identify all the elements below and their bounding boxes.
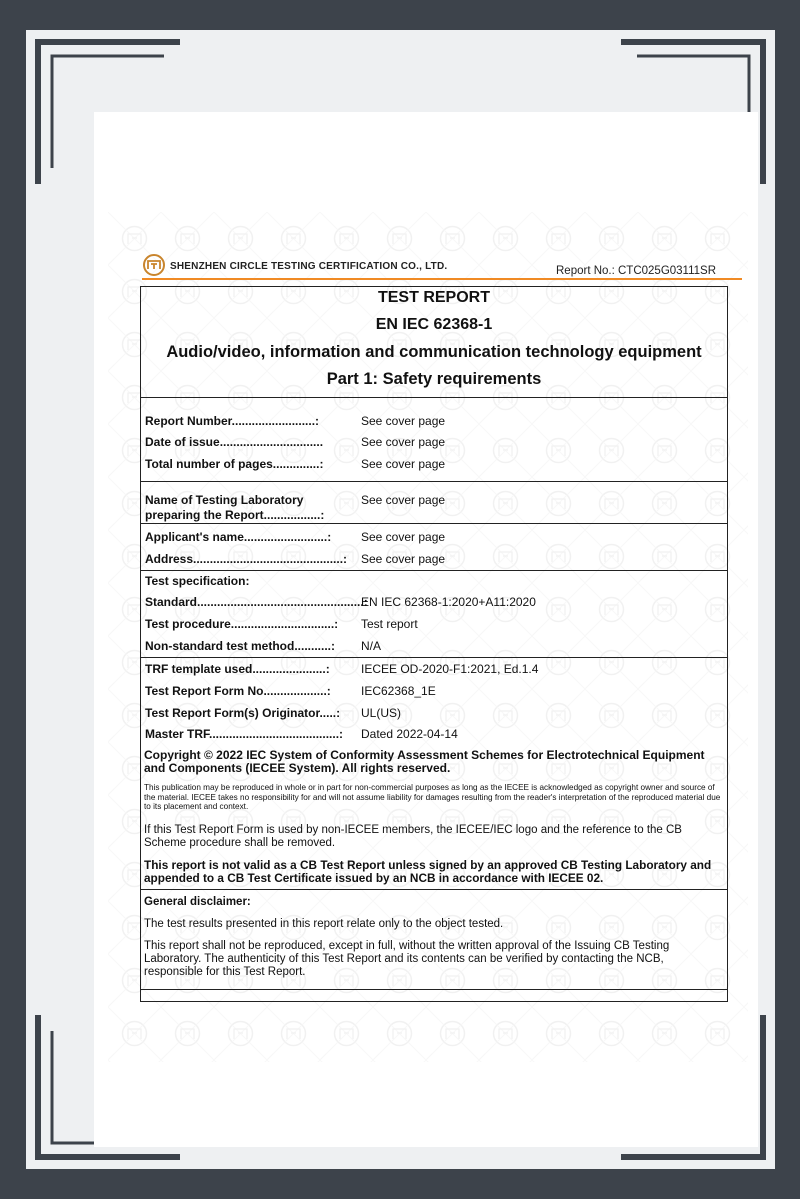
field-label: Applicant's name.........................: [145, 530, 332, 544]
field-label: preparing the Report.................: [145, 508, 325, 522]
field-value: Test report [361, 617, 418, 631]
field-value: See cover page [361, 530, 446, 544]
equipment-title: Audio/video, information and communication technology equipment [166, 343, 702, 361]
disclaimer-heading: General disclaimer: [144, 896, 251, 908]
field-value: IEC62368_1E [361, 684, 436, 698]
report-number: Report No.: CTC025G03111SR [556, 265, 717, 277]
field-value: See cover page [361, 414, 446, 428]
field-label: Name of Testing Laboratory [145, 493, 304, 507]
report-table [140, 286, 728, 1002]
part-title: Part 1: Safety requirements [326, 370, 542, 388]
field-value: EN IEC 62368-1:2020+A11:2020 [361, 595, 536, 609]
table-footer-strip [140, 989, 728, 1004]
field-value: See cover page [361, 493, 446, 507]
disclaimer-text: The test results presented in this report relate only to the object tested. [144, 918, 504, 930]
report-title: TEST REPORT [377, 289, 490, 306]
disclaimer-text-2: This report shall not be reproduced, except in full, without the written approval of the Issuing CB Testing Laboratory. The authenticity of this Test Report and its contents can be verified by contacting the NCB, responsible for this Test Report. [144, 940, 670, 978]
field-label: Test Report Form(s) Originator.....: [145, 706, 341, 720]
field-label: Total number of pages..............: [145, 457, 324, 471]
report-page [94, 112, 758, 1147]
field-value: See cover page [361, 457, 446, 471]
field-label: Test procedure...............................: [145, 617, 339, 631]
validity-note: This report is not valid as a CB Test Report unless signed by an approved CB Testing Laboratory and appended to a CB Test Certificate issued by an NCB in accordance with IECEE 02. [144, 858, 712, 885]
divider [141, 889, 727, 890]
field-label: Non-standard test method...........: [145, 639, 336, 653]
non-iecee-note: If this Test Report Form is used by non-IECEE members, the IECEE/IEC logo and the reference to the CB Scheme procedure shall be removed. [144, 824, 682, 849]
field-label: Test Report Form No...................: [145, 684, 331, 698]
field-value: UL(US) [361, 706, 402, 720]
divider [141, 657, 727, 658]
section-heading: Test specification: [145, 574, 250, 588]
field-label: Date of issue............................... [145, 435, 324, 449]
field-value: Dated 2022-04-14 [361, 727, 458, 741]
field-value: IECEE OD-2020-F1:2021, Ed.1.4 [361, 662, 539, 676]
field-label: Master TRF.......................................: [145, 727, 344, 741]
field-label: Standard..................................................: [145, 595, 368, 609]
field-value: See cover page [361, 435, 446, 449]
certificate-frame [26, 30, 775, 1169]
field-label: Report Number.........................: [145, 414, 320, 428]
field-label: Address.............................................: [145, 552, 348, 566]
divider [141, 481, 727, 482]
publication-note: This publication may be reproduced in whole or in part for non-commercial purposes as long as the IECEE is acknowledged as copyright owner and source of the material. IECEE takes no responsibility for and will not assume liability for damages resulting from the reader's interpretation of the reproduced material due to its placement and context. [144, 783, 721, 811]
field-label: TRF template used......................: [145, 662, 330, 676]
company-name: SHENZHEN CIRCLE TESTING CERTIFICATION CO., LTD. [170, 261, 448, 272]
divider [141, 570, 727, 571]
field-value: See cover page [361, 552, 446, 566]
title-block [141, 287, 727, 398]
divider [141, 523, 727, 524]
standard-title: EN IEC 62368-1 [375, 316, 493, 333]
company-logo-icon [142, 254, 166, 276]
copyright-notice: Copyright © 2022 IEC System of Conformity Assessment Schemes for Electrotechnical Equipment and Components (IECEE System). All rights reserved. [144, 748, 705, 775]
field-value: N/A [361, 639, 382, 653]
header-divider [142, 278, 742, 280]
